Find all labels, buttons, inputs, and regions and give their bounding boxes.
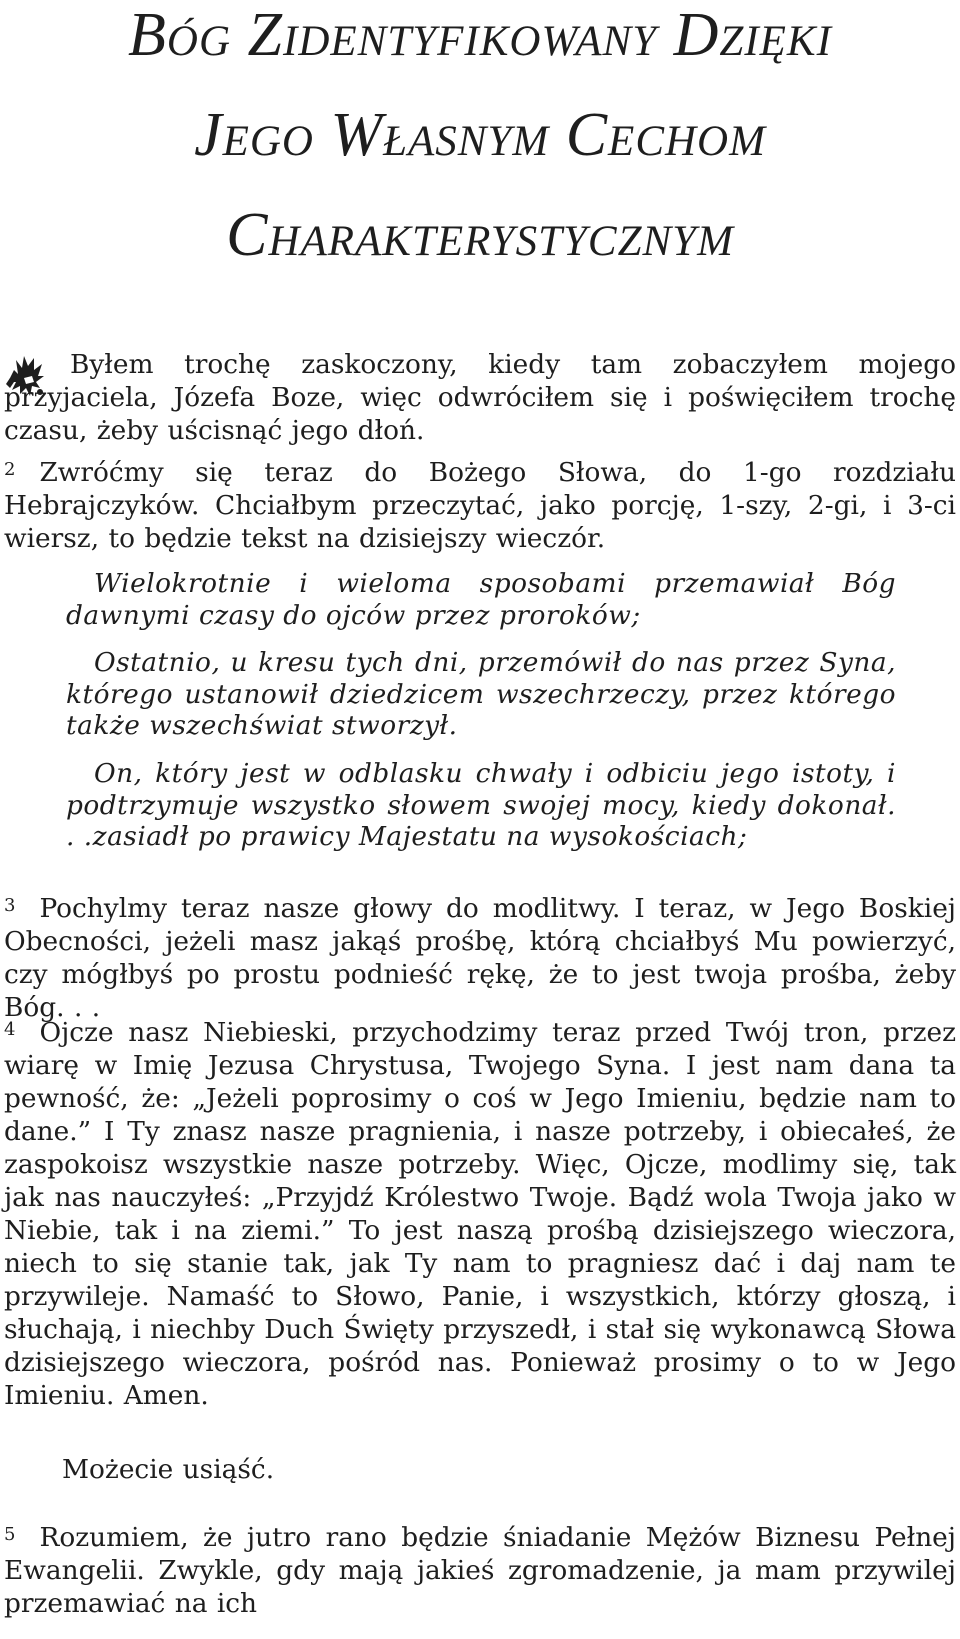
title-line-1: Bóg Zidentyfikowany Dzięki <box>128 1 832 69</box>
paragraph-6 <box>4 1518 956 1620</box>
scripture-verse-2: Ostatnio, u kresu tych dni, przemówił do nas przez Syna, którego ustanowił dziedzicem wszechrzeczy, przez którego także wszechświat stworzył. <box>66 647 896 741</box>
scripture-verse-3: On, który jest w odblasku chwały i odbiciu jego istoty, i podtrzymuje wszystko słowem swojej mocy, kiedy dokonał. . .zasiadł po prawicy Majestatu na wysokościach; <box>66 758 896 852</box>
paragraph-3 <box>4 889 956 1024</box>
paragraph-6-number: 5 <box>4 1524 16 1545</box>
paragraph-1-text: Byłem trochę zaskoczony, kiedy tam zobaczyłem mojego przyjaciela, Józefa Boze, więc odwróciłem się i poświęciłem trochę czasu, żeby uścisnąć jego dłoń. <box>4 349 956 446</box>
scripture-verse-1: Wielokrotnie i wieloma sposobami przemawiał Bóg dawnymi czasy do ojców przez proroków; <box>66 568 896 631</box>
paragraph-2-number: 2 <box>4 459 16 480</box>
paragraph-4 <box>4 1013 956 1412</box>
paragraph-4-text: Ojcze nasz Niebieski, przychodzimy teraz przed Twój tron, przez wiarę w Imię Jezusa Chrystusa, Twojego Syna. I jest nam dana ta pewność, że: „Jeżeli poprosimy o coś w Jego Imieniu, będzie nam to dane.” I Ty znasz nasze pragnienia, i nasze potrzeby, i obiecałeś, że zaspokoisz wszystkie nasze potrzeby. Więc, Ojcze, modlimy się, tak jak nas nauczyłeś: „Przyjdź Królestwo Twoje. Bądź wola Twoja jako w Niebie, tak i na ziemi.” To jest naszą prośbą dzisiejszego wieczora, niech to się stanie tak, jak Ty nam to pragniesz dać i daj nam te przywileje. Namaść to Słowo, Panie, i wszystkich, którzy głoszą, i słuchają, i niechby Duch Święty przyszedł, i stał się wykonawcą Słowa dzisiejszego wieczora, pośród nas. Ponieważ prosimy o to w Jego Imieniu. Amen. <box>4 1017 956 1411</box>
title-line-3: Charakterystycznym <box>226 201 734 269</box>
paragraph-4-number: 4 <box>4 1019 16 1040</box>
paragraph-2 <box>4 453 956 555</box>
paragraph-3-text: Pochylmy teraz nasze głowy do modlitwy. I teraz, w Jego Boskiej Obecności, jeżeli masz jakąś prośbę, którą chciałbyś Mu powierzyć, czy mógłbyś po prostu podnieść rękę, że to jest twoja prośba, żeby Bóg. . . <box>4 893 956 1023</box>
paragraph-6-text: Rozumiem, że jutro rano będzie śniadanie Mężów Biznesu Pełnej Ewangelii. Zwykle, gdy mają jakieś zgromadzenie, ja mam przywilej przemawiać na ich <box>4 1522 956 1619</box>
paragraph-2-text: Zwróćmy się teraz do Bożego Słowa, do 1-go rozdziału Hebrajczyków. Chciałbym przeczytać, jako porcję, 1-szy, 2-gi, i 3-ci wiersz, to będzie tekst na dzisiejszy wieczór. <box>4 457 956 554</box>
paragraph-1 <box>4 348 956 447</box>
paragraph-5-text: Możecie usiąść. <box>62 1454 275 1485</box>
paragraph-5 <box>62 1453 862 1486</box>
title-line-2: Jego Własnym Cechom <box>194 101 766 169</box>
paragraph-3-number: 3 <box>4 895 16 916</box>
